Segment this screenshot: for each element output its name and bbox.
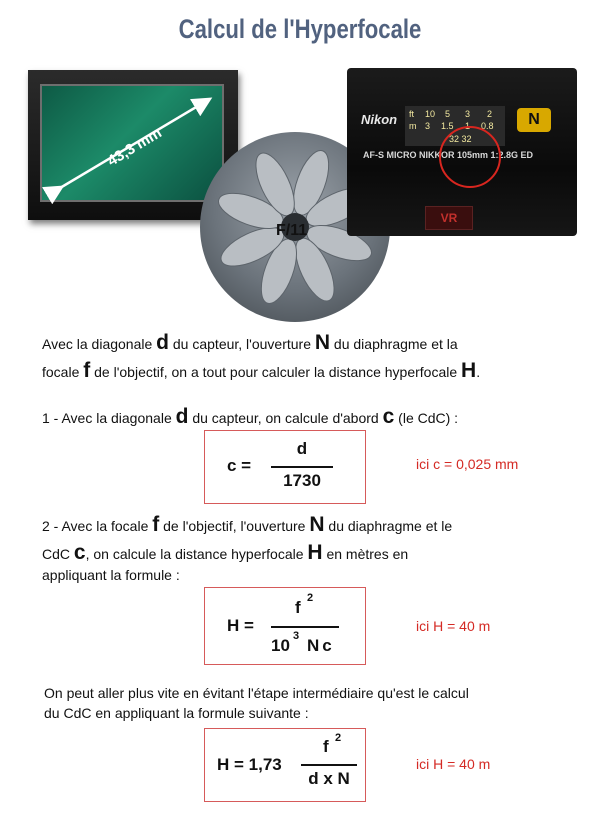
scale-label: 2 <box>487 109 493 119</box>
text: 2 - Avec la focale <box>42 518 153 534</box>
step2-line-1 <box>42 512 452 539</box>
formula-denominator: 1730 <box>283 471 321 490</box>
scale-label: 5 <box>445 109 451 119</box>
intro-line-2 <box>42 358 480 385</box>
scale-label: 32 32 <box>449 134 472 144</box>
var-d: d <box>175 405 189 428</box>
formula-exponent: 3 <box>293 630 300 642</box>
scale-label: 1 <box>465 121 471 131</box>
sensor-label: 43,3 mm <box>104 124 165 170</box>
text: du diaphragme et la <box>330 336 458 352</box>
step3-line-2: du CdC en appliquant la formule suivante : <box>44 705 309 721</box>
var-h: H <box>461 359 477 382</box>
text: Avec la diagonale <box>42 336 157 352</box>
scale-label: 3 <box>465 109 471 119</box>
var-c: c <box>382 405 395 428</box>
text: du diaphragme et le <box>324 518 453 534</box>
step1-line <box>42 404 458 431</box>
scale-label: ft <box>409 109 415 119</box>
formula-lhs: H = 1,73 <box>217 755 282 774</box>
text: du capteur, on calcule d'abord <box>188 410 383 426</box>
formula-lhs: c = <box>227 456 252 475</box>
scale-label: 0.8 <box>481 121 494 131</box>
formula-numerator: d <box>296 439 308 458</box>
formula-exponent: 2 <box>307 592 314 604</box>
text: focale <box>42 364 84 380</box>
scale-label: 3 <box>425 121 431 131</box>
fraction-bar <box>271 626 339 628</box>
formula-box-shortcut <box>204 728 366 802</box>
text: . <box>476 364 481 380</box>
fraction-bar <box>301 764 357 766</box>
result-note-h2: ici H = 40 m <box>416 756 491 772</box>
nikon-n-badge: N <box>517 108 551 132</box>
formula-denominator-rest: Nc <box>307 636 335 655</box>
text: de l'objectif, l'ouverture <box>159 518 310 534</box>
text: (le CdC) : <box>394 410 459 426</box>
text: CdC <box>42 546 74 562</box>
formula-exponent: 2 <box>335 732 342 744</box>
scale-label: 1.5 <box>441 121 454 131</box>
highlight-circle-icon <box>439 126 501 188</box>
var-n: N <box>314 331 331 354</box>
formula-denominator: d x N <box>308 769 350 788</box>
step2-line-3: appliquant la formule : <box>42 567 180 583</box>
text: en mètres en <box>322 546 409 562</box>
lens-brand: Nikon <box>361 112 398 127</box>
text: 1 - Avec la diagonale <box>42 410 176 426</box>
aperture-label: F/11 <box>276 222 308 239</box>
var-f: f <box>152 513 160 536</box>
formula-box-h <box>204 587 366 665</box>
formula-lhs: H = <box>227 616 254 635</box>
fraction-bar <box>271 466 333 468</box>
lens-model: AF-S MICRO NIKKOR 105mm 1:2.8G ED <box>363 150 534 160</box>
var-n: N <box>309 513 325 536</box>
formula-denominator-base: 10 <box>271 636 290 655</box>
result-note-c: ici c = 0,025 mm <box>416 456 519 472</box>
page-title: Calcul de l'Hyperfocale <box>178 14 422 44</box>
formula-numerator: f <box>323 737 329 756</box>
formula-box-c <box>204 430 366 504</box>
scale-label: 10 <box>425 109 436 119</box>
text: du capteur, l'ouverture <box>169 336 315 352</box>
scale-label: m <box>409 121 417 131</box>
var-h: H <box>307 541 323 564</box>
vr-badge: VR <box>425 206 473 230</box>
formula-numerator: f <box>295 598 301 617</box>
var-f: f <box>83 359 91 382</box>
intro-line-1 <box>42 330 458 357</box>
var-c: c <box>73 541 86 564</box>
text: , on calcule la distance hyperfocale <box>85 546 308 562</box>
result-note-h1: ici H = 40 m <box>416 618 491 634</box>
text: de l'objectif, on a tout pour calculer la distance hyperfocale <box>90 364 462 380</box>
step3-line-1: On peut aller plus vite en évitant l'étape intermédiaire qu'est le calcul <box>44 685 469 701</box>
lens-image <box>347 68 577 236</box>
var-d: d <box>156 331 169 354</box>
